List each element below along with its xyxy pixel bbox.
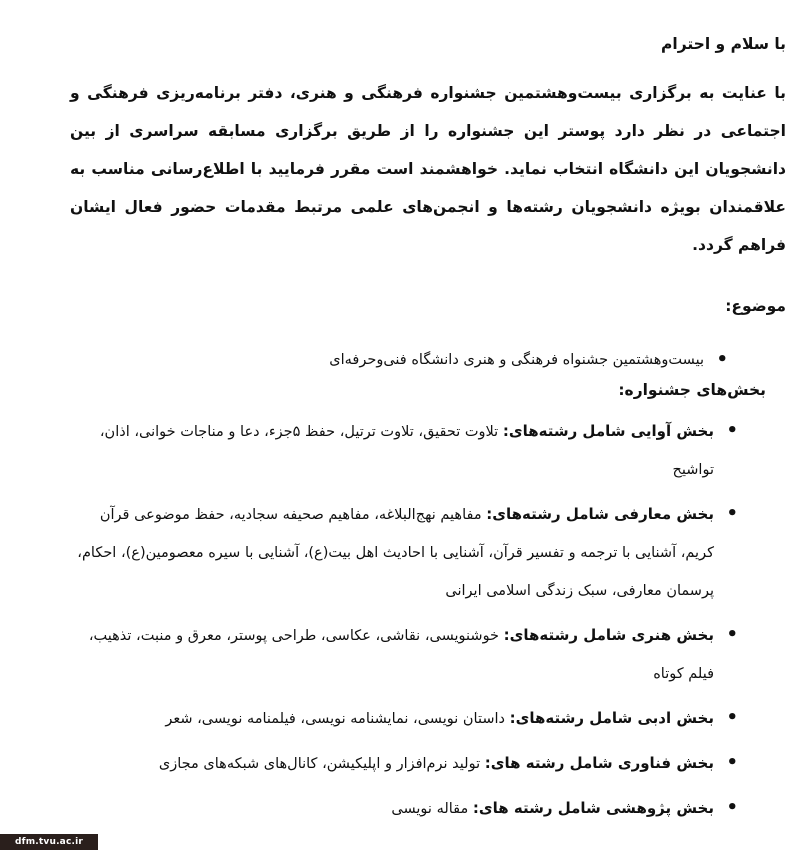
section-title: بخش پژوهشی شامل رشته های: <box>472 799 714 817</box>
greeting: با سلام و احترام <box>661 35 786 53</box>
section-title: بخش هنری شامل رشته‌های: <box>503 626 714 644</box>
section-item-maarefi <box>70 495 738 610</box>
site-logo-text: dfm.tvu.ac.ir <box>14 837 84 847</box>
section-title: بخش آوایی شامل رشته‌های: <box>502 422 714 440</box>
subject-heading: موضوع: <box>725 297 786 315</box>
section-desc: تولید نرم‌افزار و اپلیکیشن، کانال‌های شبکه‌های مجازی <box>158 756 481 772</box>
subject-item: • بیست‌وهشتمین جشنواه فرهنگی و هنری دانشگاه فنی‌وحرفه‌ای <box>70 348 728 372</box>
section-title: بخش معارفی شامل رشته‌های: <box>486 505 714 523</box>
section-title: بخش فناوری شامل رشته های: <box>484 754 714 772</box>
sections-list <box>70 412 786 828</box>
section-item-avaei <box>70 412 738 489</box>
section-item-adabi <box>70 699 738 738</box>
section-desc: تلاوت تحقیق، تلاوت ترتیل، حفظ ۵جزء، دعا و مناجات خوانی، اذان، تواشیح <box>99 424 714 478</box>
section-desc: مقاله نویسی <box>391 801 469 817</box>
section-item-honari <box>70 616 738 693</box>
sections-heading: بخش‌های جشنواره: <box>618 381 766 399</box>
site-logo-link[interactable] <box>0 834 98 850</box>
section-desc: داستان نویسی، نمایشنامه نویسی، فیلمنامه نویسی، شعر <box>165 711 505 727</box>
intro-paragraph: با عنایت به برگزاری بیست‌وهشتمین جشنواره فرهنگی و هنری، دفتر برنامه‌ریزی فرهنگی و اجتماعی در نظر دارد پوستر این جشنواره را از طریق برگزاری مسابقه سراسری از بین دانشجویان این دانشگاه انتخاب نماید. خواهشمند است مقرر فرمایید با اطلاع‌رسانی مناسب به علاقمندان بویژه دانشجویان رشته‌ها و انجمن‌های علمی مرتبط مقدمات حضور فعال ایشان فراهم گردد. <box>70 84 786 254</box>
section-item-pajooheshi <box>70 789 738 828</box>
section-title: بخش ادبی شامل رشته‌های: <box>509 709 714 727</box>
section-item-fanavari <box>70 744 738 783</box>
section-desc: خوشنویسی، نقاشی، عکاسی، طراحی پوستر، معرق و منبت، تذهیب، فیلم کوتاه <box>88 628 714 682</box>
section-desc: مفاهیم نهج‌البلاغه، مفاهیم صحیفه سجادیه، حفظ موضوعی قرآن کریم، آشنایی با ترجمه و تفسیر قرآن، آشنایی با احادیث اهل بیت(ع)، آشنایی با سیره معصومین(ع)، احکام، پرسمان معارفی، سبک زندگی اسلامی ایرانی <box>77 507 714 599</box>
subject-list <box>70 348 786 372</box>
